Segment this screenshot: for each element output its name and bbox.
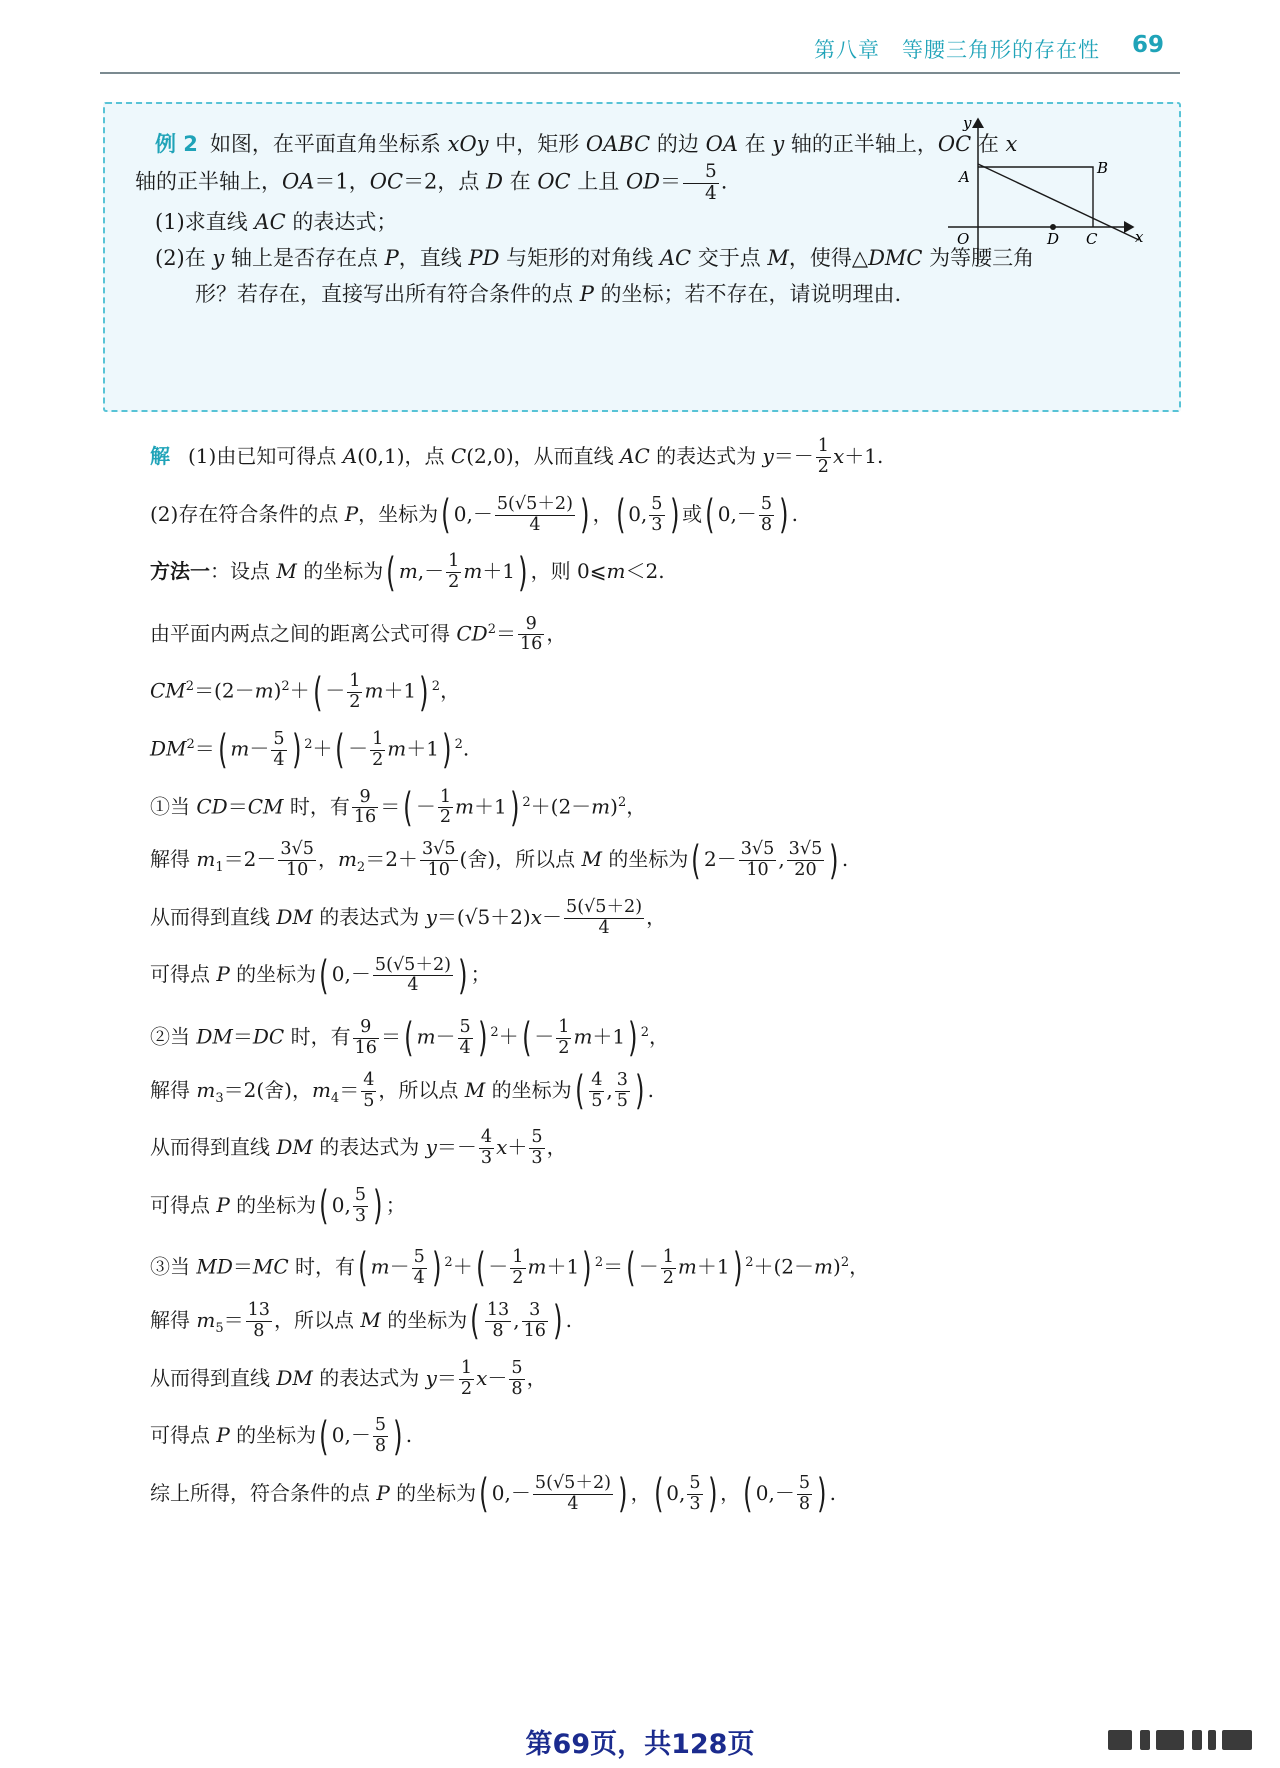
page-number: 69: [1131, 32, 1164, 58]
page-header: [100, 22, 1180, 74]
label-o: O: [957, 230, 970, 248]
label-b: B: [1097, 159, 1109, 177]
label-a: A: [959, 168, 970, 186]
solution-line: 从而得到直线 DM 的表达式为 y＝ $\frac{1}{2}$ x－ $\frac{5}{8}$ ，: [150, 1357, 547, 1399]
example-box: [103, 102, 1181, 412]
page-indicator: 第69页，共128页: [525, 1729, 755, 1760]
example-text: [135, 126, 1040, 312]
solution-line: 综上所得，符合条件的点 P 的坐标为( 0,－ $\frac{5(√5+2)}{4}$ ) ，( 0, $\frac{5}{3}$ ) ，( 0,－ $\frac{5}{8}$ ) .: [150, 1471, 837, 1518]
label-c: C: [1086, 230, 1098, 248]
solution-label: 解: [150, 444, 170, 468]
solution-line: 可得点 P 的坐标为( 0, $\frac{5}{3}$ ) ；: [150, 1183, 406, 1230]
solution-line: 解 (1)由已知可得点 A(0,1)，点 C(2,0)，从而直线 AC 的表达式为 y＝－ $\frac{1}{2}$ x＋1.: [150, 436, 884, 477]
solution-line: $DM^2=$( m－ $\frac{5}{4}$ ) $^2$＋( － $\frac{1}{2}$ m＋1) $^2$.: [150, 727, 470, 774]
solution-line: 可得点 P 的坐标为( 0,－ $\frac{5(√5+2)}{4}$ ) ；: [150, 952, 491, 999]
solution-line: 解得 $m_1=2-$ $\frac{3√5}{10}$ ，$m_2=2+$ $\frac{3√5}{10}$ (舍)，所以点 M 的坐标为( 2－ $\frac{3√5}{10}$ , $\frac{3√5}{20}$ ) .: [150, 837, 849, 884]
method-label: 方法一: [150, 559, 210, 584]
solution-line: 解得 $m_5=$ $\frac{13}{8}$ ，所以点 M 的坐标为( $\frac{13}{8}$ , $\frac{3}{16}$ ) .: [150, 1298, 572, 1345]
line-ac: [978, 164, 1139, 240]
chapter-title: 第八章 等腰三角形的存在性: [814, 38, 1100, 62]
solution-line: 方法一：设点 M 的坐标为( m,－ $\frac{1}{2}$ m＋1) ，则 0⩽m＜2.: [150, 549, 665, 596]
solution-line: 从而得到直线 DM 的表达式为 y＝－ $\frac{4}{3}$ x＋ $\frac{5}{3}$ ，: [150, 1127, 567, 1169]
solution-line: 可得点 P 的坐标为( 0,－ $\frac{5}{8}$ ) .: [150, 1413, 413, 1460]
solution-line: ①当 CD＝CM 时，有 $\frac{9}{16}$ ＝( － $\frac{1}{2}$ m＋1) $^2+(2-m)^2$，: [150, 784, 647, 831]
solution-line: 由平面内两点之间的距离公式可得 $CD^2=$ $\frac{9}{16}$ ，: [150, 613, 567, 655]
coordinate-figure: [943, 114, 1173, 294]
label-y: y: [963, 114, 972, 132]
rectangle-oabc: [978, 167, 1093, 227]
question-1: (1)求直线 AC 的表达式；: [155, 210, 398, 235]
example-label: 例 2: [155, 132, 198, 156]
example-statement: 例 2 如图，在平面直角坐标系 xOy 中，矩形 OABC 的边 OA 在 y 轴的正半轴上，OC 在 x 轴的正半轴上，OA＝1，OC＝2，点 D 在 OC 上且 OD＝ $\frac{5}{4}$ .: [135, 132, 1018, 204]
question-2: (2)在 y 轴上是否存在点 P，直线 PD 与矩形的对角线 AC 交于点 M，使得△DMC 为等腰三角形？若存在，直接写出所有符合条件的点 P 的坐标；若不存在，请说明理由.: [155, 246, 1035, 307]
solution-line: 从而得到直线 DM 的表达式为 y＝(√5＋2)x－ $\frac{5(√5+2)}{4}$ ，: [150, 897, 667, 938]
solution-line: 解得 $m_3=2$(舍)，$m_4=$ $\frac{4}{5}$ ，所以点 M 的坐标为( $\frac{4}{5}$ , $\frac{3}{5}$ ) .: [150, 1068, 654, 1115]
solution-line: ③当 MD＝MC 时，有( m－ $\frac{5}{4}$ ) $^2$＋( － $\frac{1}{2}$ m＋1) $^2$＝( － $\frac{1}{2}$ m＋1) $^2+(2-m)^2$，: [150, 1245, 870, 1292]
label-x: x: [1135, 228, 1144, 246]
label-d: D: [1047, 230, 1060, 248]
solution: [150, 428, 1150, 1522]
solution-line: $CM^2=(2-m)^2+$( － $\frac{1}{2}$ m＋1) $^2$，: [150, 669, 461, 716]
solution-line: ②当 DM＝DC 时，有 $\frac{9}{16}$ ＝( m－ $\frac{5}{4}$ ) $^2$＋( － $\frac{1}{2}$ m＋1) $^2$，: [150, 1015, 670, 1062]
solution-line: (2)存在符合条件的点 P，坐标为( 0,－ $\frac{5(√5+2)}{4}$ ) ，( 0, $\frac{5}{3}$ ) 或( 0,－ $\frac{5}{8}$ ) .: [150, 492, 798, 539]
